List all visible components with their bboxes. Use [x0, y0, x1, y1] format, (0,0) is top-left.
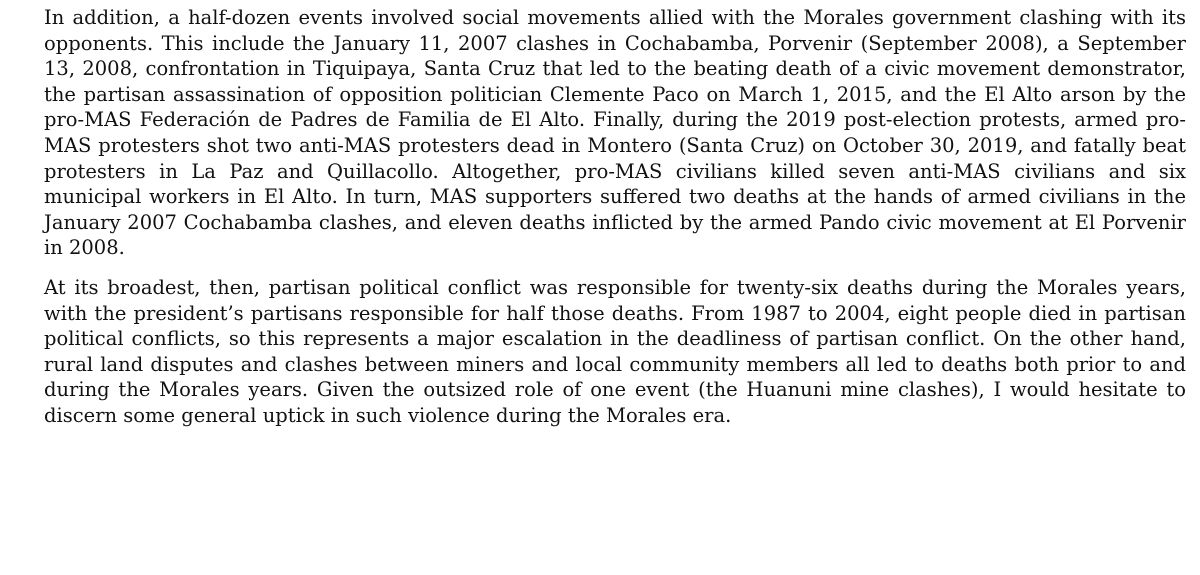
paragraph-partisan-conflict: At its broadest, then, partisan political conflict was responsible for twenty-six deaths during the Morales years, with the president’s partisans responsible for half those deaths. From 1987 to 2004, eight people died in partisan political conflicts, so this represents a major escalation in the deadliness of partisan conflict. On the other hand, rural land disputes and clashes between miners and local community members all led to deaths both prior to and during the Morales years. Given the outsized role of one event (the Huanuni mine clashes), I would hesitate to discern some general uptick in such violence during the Morales era.	[44, 275, 1186, 427]
paragraph-clashes: In addition, a half-dozen events involved social movements allied with the Morales government clashing with its opponents. This include the January 11, 2007 clashes in Cochabamba, Porvenir (September 2008), a September 13, 2008, confrontation in Tiquipaya, Santa Cruz that led to the beating death of a civic movement demonstrator, the partisan assassination of opposition politician Clemente Paco on March 1, 2015, and the El Alto arson by the pro-MAS Federación de Padres de Familia de El Alto. Finally, during the 2019 post-election protests, armed pro-MAS protesters shot two anti-MAS protesters dead in Montero (Santa Cruz) on October 30, 2019, and fatally beat protesters in La Paz and Quillacollo. Altogether, pro-MAS civilians killed seven anti-MAS civilians and six municipal workers in El Alto. In turn, MAS supporters suffered two deaths at the hands of armed civilians in the January 2007 Cochabamba clashes, and eleven deaths inflicted by the armed Pando civic movement at El Porvenir in 2008.	[44, 6, 1186, 260]
